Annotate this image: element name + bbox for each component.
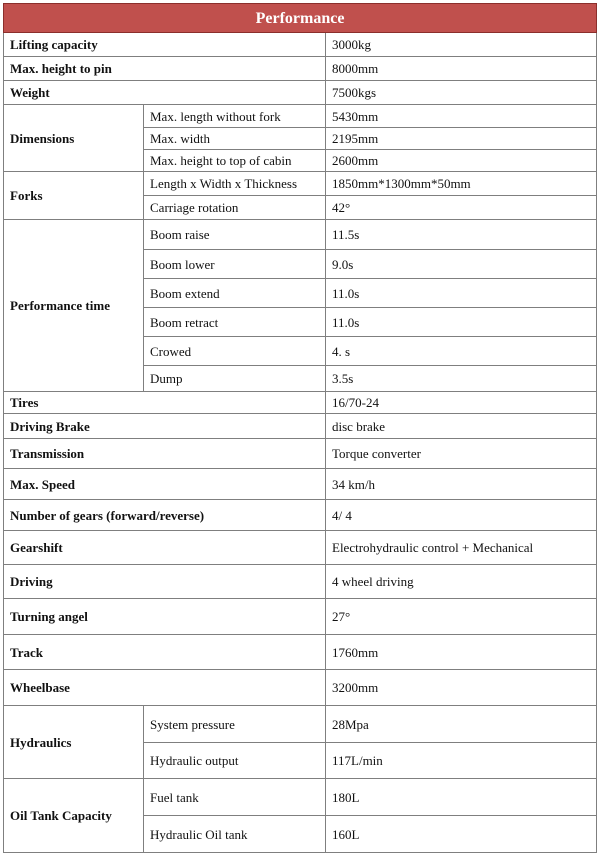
table-row [4,33,597,57]
spec-label: Gearshift [4,531,326,565]
spec-sublabel: Hydraulic Oil tank [144,816,326,853]
spec-label: Driving Brake [4,414,326,439]
spec-value: 117L/min [326,743,597,779]
spec-sublabel: Carriage rotation [144,196,326,220]
table-row [4,779,597,816]
spec-value: 4. s [326,337,597,366]
spec-label: Transmission [4,439,326,469]
spec-value: 11.0s [326,279,597,308]
spec-sublabel: System pressure [144,706,326,743]
table-row [4,565,597,599]
spec-value: 3.5s [326,366,597,392]
spec-value: 4/ 4 [326,500,597,531]
spec-value: 27° [326,599,597,635]
table-row [4,414,597,439]
spec-value: 3000kg [326,33,597,57]
table-row [4,635,597,670]
spec-value: 16/70-24 [326,392,597,414]
spec-sublabel: Length x Width x Thickness [144,172,326,196]
spec-label: Max. height to pin [4,57,326,81]
table-row [4,500,597,531]
group-label-forks: Forks [4,172,144,220]
spec-value: 7500kgs [326,81,597,105]
spec-label: Tires [4,392,326,414]
spec-sublabel: Dump [144,366,326,392]
performance-table [3,3,597,853]
spec-value: 11.5s [326,220,597,250]
spec-value: Torque converter [326,439,597,469]
spec-sublabel: Hydraulic output [144,743,326,779]
spec-value: 34 km/h [326,469,597,500]
spec-value: 5430mm [326,105,597,128]
table-row [4,105,597,128]
spec-sublabel: Fuel tank [144,779,326,816]
spec-value: 2600mm [326,150,597,172]
table-row [4,599,597,635]
spec-label: Track [4,635,326,670]
spec-value: 28Mpa [326,706,597,743]
spec-value: 4 wheel driving [326,565,597,599]
spec-label: Driving [4,565,326,599]
spec-value: 9.0s [326,250,597,279]
spec-sublabel: Boom retract [144,308,326,337]
spec-value: 3200mm [326,670,597,706]
spec-value: disc brake [326,414,597,439]
table-row [4,531,597,565]
group-label-oil-tank-capacity: Oil Tank Capacity [4,779,144,853]
spec-value: 180L [326,779,597,816]
table-row [4,57,597,81]
spec-label: Number of gears (forward/reverse) [4,500,326,531]
table-row [4,392,597,414]
group-label-hydraulics: Hydraulics [4,706,144,779]
spec-value: 1760mm [326,635,597,670]
spec-label: Weight [4,81,326,105]
spec-label: Turning angel [4,599,326,635]
spec-value: 2195mm [326,128,597,150]
spec-label: Wheelbase [4,670,326,706]
spec-value: Electrohydraulic control + Mechanical [326,531,597,565]
table-row [4,439,597,469]
table-title: Performance [4,4,597,33]
spec-sublabel: Boom extend [144,279,326,308]
spec-sublabel: Crowed [144,337,326,366]
table-row [4,172,597,196]
spec-label: Lifting capacity [4,33,326,57]
table-row [4,81,597,105]
table-row [4,220,597,250]
table-row [4,469,597,500]
table-row [4,706,597,743]
table-row [4,670,597,706]
spec-value: 42° [326,196,597,220]
spec-sheet [3,3,596,853]
spec-value: 1850mm*1300mm*50mm [326,172,597,196]
spec-value: 8000mm [326,57,597,81]
group-label-performance-time: Performance time [4,220,144,392]
spec-sublabel: Boom raise [144,220,326,250]
spec-sublabel: Max. width [144,128,326,150]
spec-sublabel: Boom lower [144,250,326,279]
spec-label: Max. Speed [4,469,326,500]
spec-value: 160L [326,816,597,853]
spec-sublabel: Max. length without fork [144,105,326,128]
spec-sublabel: Max. height to top of cabin [144,150,326,172]
spec-value: 11.0s [326,308,597,337]
table-header-row [4,4,597,33]
group-label-dimensions: Dimensions [4,105,144,172]
